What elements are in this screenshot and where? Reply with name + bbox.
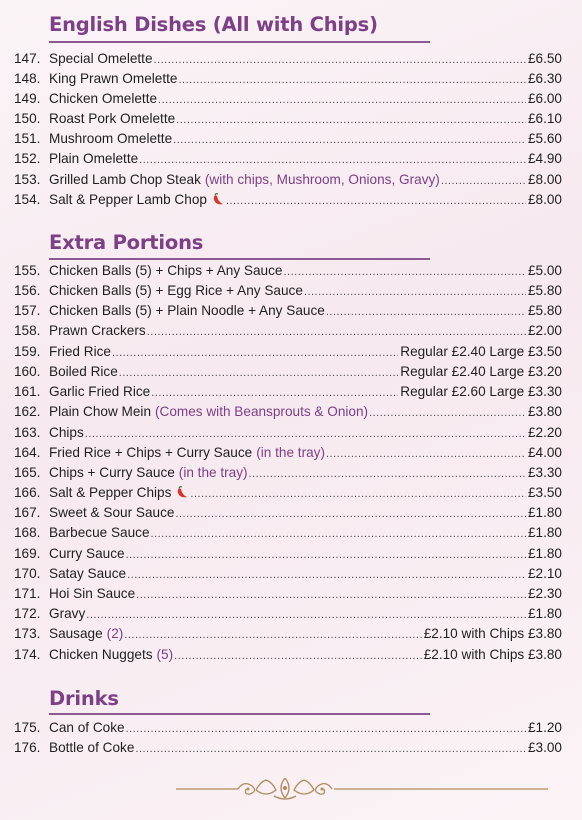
dot-leader	[174, 647, 422, 662]
item-number: 162.	[14, 404, 41, 419]
dot-leader	[326, 445, 526, 460]
dot-leader	[304, 283, 526, 298]
dot-leader	[151, 384, 398, 399]
item-price: £2.00	[527, 323, 562, 338]
floral-ornament-divider	[176, 774, 548, 804]
menu-item	[14, 172, 562, 192]
item-name: Bottle of Coke	[49, 740, 135, 755]
item-name: Plain Omelette	[49, 151, 139, 166]
item-price: £1.80	[527, 525, 562, 540]
item-price: £1.80	[527, 505, 562, 520]
item-price: £8.00	[527, 192, 562, 207]
item-name: King Prawn Omelette	[49, 71, 178, 86]
menu-item	[14, 303, 562, 323]
item-number: 158.	[14, 323, 41, 338]
item-name: Special Omelette	[49, 51, 153, 66]
item-number: 170.	[14, 566, 41, 581]
menu-item	[14, 263, 562, 283]
item-name: Chips + Curry Sauce	[49, 465, 175, 480]
item-note: (in the tray)	[256, 445, 325, 460]
item-price: £4.00	[527, 445, 562, 460]
item-number: 161.	[14, 384, 41, 399]
item-price: £2.10 with Chips £3.80	[423, 647, 562, 662]
menu-item	[14, 546, 562, 566]
item-price: Regular £2.40 Large £3.20	[400, 364, 562, 379]
item-name: Curry Sauce	[49, 546, 125, 561]
item-price: £3.30	[527, 465, 562, 480]
dot-leader	[249, 465, 526, 480]
item-price: £5.80	[527, 303, 562, 318]
item-number: 151.	[14, 131, 41, 146]
menu-item	[14, 445, 562, 465]
menu-item	[14, 425, 562, 445]
item-name: Satay Sauce	[49, 566, 127, 581]
item-number: 156.	[14, 283, 41, 298]
item-name: Mushroom Omelette	[49, 131, 173, 146]
dot-leader	[136, 586, 526, 601]
item-number: 149.	[14, 91, 41, 106]
item-price: £6.50	[527, 51, 562, 66]
item-number: 160.	[14, 364, 41, 379]
section-heading: Extra Portions	[49, 231, 204, 254]
item-number: 167.	[14, 505, 41, 520]
dot-leader	[441, 172, 526, 187]
item-number: 163.	[14, 425, 41, 440]
item-price: £6.10	[527, 111, 562, 126]
heading-underline	[49, 258, 430, 260]
item-name: Can of Coke	[49, 720, 125, 735]
item-name: Salt & Pepper Chips	[49, 485, 172, 500]
dot-leader	[283, 263, 525, 278]
item-number: 174.	[14, 647, 41, 662]
heading-underline	[49, 41, 430, 43]
item-name: Garlic Fried Rice	[49, 384, 151, 399]
menu-item	[14, 626, 562, 646]
item-price: £5.80	[527, 283, 562, 298]
item-price: £2.20	[527, 425, 562, 440]
menu-item	[14, 465, 562, 485]
menu-item	[14, 344, 562, 364]
item-name: Chips	[49, 425, 84, 440]
dot-leader	[139, 151, 526, 166]
menu-item	[14, 71, 562, 91]
item-number: 165.	[14, 465, 41, 480]
item-name: Fried Rice	[49, 344, 111, 359]
dot-leader	[124, 626, 421, 641]
item-name: Hoi Sin Sauce	[49, 586, 136, 601]
dot-leader	[135, 740, 526, 755]
item-price: Regular £2.60 Large £3.30	[400, 384, 562, 399]
item-name: Plain Chow Mein	[49, 404, 151, 419]
item-number: 154.	[14, 192, 41, 207]
item-price: £2.10	[527, 566, 562, 581]
menu-item	[14, 131, 562, 151]
dot-leader	[154, 51, 526, 66]
item-price: £5.60	[527, 131, 562, 146]
menu-item	[14, 283, 562, 303]
item-price: £3.00	[527, 740, 562, 755]
menu-item	[14, 91, 562, 111]
section-heading: English Dishes (All with Chips)	[49, 13, 378, 36]
item-number: 172.	[14, 606, 41, 621]
item-number: 176.	[14, 740, 41, 755]
item-name: Roast Pork Omelette	[49, 111, 176, 126]
item-note: (in the tray)	[178, 465, 248, 480]
item-price: £2.10 with Chips £3.80	[423, 626, 562, 641]
dot-leader	[151, 525, 526, 540]
item-note: (with chips, Mushroom, Onions, Gravy)	[204, 172, 440, 187]
dot-leader	[85, 425, 526, 440]
dot-leader	[126, 720, 526, 735]
dot-leader	[86, 606, 526, 621]
item-price: £1.20	[527, 720, 562, 735]
dot-leader	[126, 546, 526, 561]
dot-leader	[226, 192, 526, 207]
item-name: Chicken Balls (5) + Egg Rice + Any Sauce	[49, 283, 303, 298]
dot-leader	[369, 404, 526, 419]
item-name: Sweet & Sour Sauce	[49, 505, 175, 520]
item-name: Chicken Omelette	[49, 91, 158, 106]
menu-item	[14, 740, 562, 760]
item-price: £6.30	[527, 71, 562, 86]
menu-item	[14, 364, 562, 384]
item-number: 168.	[14, 525, 41, 540]
item-number: 171.	[14, 586, 41, 601]
item-note: (Comes with Beansprouts & Onion)	[155, 404, 369, 419]
item-price: £6.00	[527, 91, 562, 106]
item-number: 147.	[14, 51, 41, 66]
dot-leader	[176, 111, 526, 126]
item-number: 155.	[14, 263, 41, 278]
section-heading: Drinks	[49, 687, 119, 710]
item-price: £1.80	[527, 606, 562, 621]
item-number: 175.	[14, 720, 41, 735]
item-name: Gravy	[49, 606, 86, 621]
dot-leader	[119, 364, 398, 379]
item-number: 166.	[14, 485, 41, 500]
dot-leader	[326, 303, 526, 318]
item-price: £5.00	[527, 263, 562, 278]
item-number: 169.	[14, 546, 41, 561]
menu-item	[14, 586, 562, 606]
chili-pepper-icon	[175, 486, 189, 498]
item-price: £8.00	[527, 172, 562, 187]
menu-item	[14, 323, 562, 343]
dot-leader	[173, 131, 526, 146]
item-name: Chicken Nuggets	[49, 647, 153, 662]
item-name: Chicken Balls (5) + Chips + Any Sauce	[49, 263, 283, 278]
item-name: Fried Rice + Chips + Curry Sauce	[49, 445, 253, 460]
dot-leader	[112, 344, 398, 359]
dot-leader	[147, 323, 526, 338]
item-price: Regular £2.40 Large £3.50	[400, 344, 562, 359]
item-price: £1.80	[527, 546, 562, 561]
item-name: Prawn Crackers	[49, 323, 146, 338]
menu-item	[14, 384, 562, 404]
item-name: Sausage	[49, 626, 103, 641]
dot-leader	[190, 485, 526, 500]
item-price: £3.80	[527, 404, 562, 419]
menu-item	[14, 404, 562, 424]
chili-pepper-icon	[211, 193, 225, 205]
menu-item	[14, 505, 562, 525]
item-number: 173.	[14, 626, 41, 641]
menu-item	[14, 647, 562, 667]
item-name: Chicken Balls (5) + Plain Noodle + Any Sauce	[49, 303, 325, 318]
menu-item	[14, 151, 562, 171]
item-number: 148.	[14, 71, 41, 86]
dot-leader	[158, 91, 526, 106]
item-price: £4.90	[527, 151, 562, 166]
menu-item	[14, 51, 562, 71]
item-number: 159.	[14, 344, 41, 359]
menu-item	[14, 192, 562, 212]
item-number: 164.	[14, 445, 41, 460]
item-number: 153.	[14, 172, 41, 187]
item-price: £3.50	[527, 485, 562, 500]
item-note: (2)	[106, 626, 124, 641]
item-name: Boiled Rice	[49, 364, 118, 379]
item-note: (5)	[156, 647, 174, 662]
heading-underline	[49, 713, 430, 715]
item-price: £2.30	[527, 586, 562, 601]
dot-leader	[127, 566, 526, 581]
item-name: Grilled Lamb Chop Steak	[49, 172, 201, 187]
dot-leader	[175, 505, 526, 520]
item-number: 157.	[14, 303, 41, 318]
menu-item	[14, 606, 562, 626]
item-name: Barbecue Sauce	[49, 525, 150, 540]
menu-item	[14, 485, 562, 505]
menu-item	[14, 111, 562, 131]
menu-item	[14, 525, 562, 545]
item-number: 150.	[14, 111, 41, 126]
menu-item	[14, 566, 562, 586]
menu-item	[14, 720, 562, 740]
item-name: Salt & Pepper Lamb Chop	[49, 192, 207, 207]
dot-leader	[178, 71, 526, 86]
item-number: 152.	[14, 151, 41, 166]
